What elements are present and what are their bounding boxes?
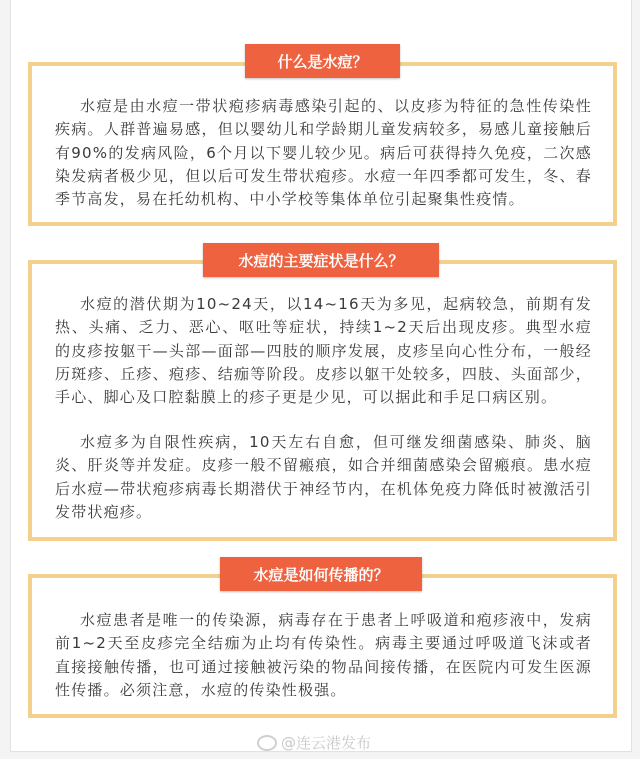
section-title-what-is: 什么是水痘？ bbox=[245, 44, 400, 78]
section-paragraph: 水痘是由水痘一带状疱疹病毒感染引起的、以皮疹为特征的急性传染性疾病。人群普遍易感，但以婴幼儿和学龄期儿童发病较多，易感儿童接触后有90%的发病风险，6个月以下婴儿较少见。病后可获得持久免疫，二次感染发病者极少见，但以后可发生带状疱疹。水痘一年四季都可发生，冬、春季节高发，易在托幼机构、中小学校等集体单位引起聚集性疫情。 bbox=[55, 97, 592, 209]
section-paragraph: 水痘患者是唯一的传染源，病毒存在于患者上呼吸道和疱疹液中，发病前1~2天至皮疹完全结痂为止均有传染性。病毒主要通过呼吸道飞沫或者直接接触传播，也可通过接触被污染的物品间接传播，在医院内可发生医源性传播。必须注意，水痘的传染性极强。 bbox=[55, 611, 592, 699]
watermark bbox=[257, 732, 371, 753]
weibo-logo-icon bbox=[257, 735, 277, 751]
section-title-symptoms: 水痘的主要症状是什么？ bbox=[203, 243, 439, 277]
section-paragraph: 水痘的潜伏期为10~24天，以14~16天为多见，起病较急，前期有发热、头痛、乏力、恶心、呕吐等症状，持续1~2天后出现皮疹。典型水痘的皮疹按躯干—头部—面部—四肢的顺序发展，皮疹呈向心性分布，一般经历斑疹、丘疹、疱疹、结痂等阶段。皮疹以躯干处较多，四肢、头面部少，手心、脚心及口腔黏膜上的疹子更是少见，可以据此和手足口病区别。 bbox=[55, 295, 592, 407]
section-paragraph: 水痘多为自限性疾病，10天左右自愈，但可继发细菌感染、肺炎、脑炎、肝炎等并发症。皮疹一般不留瘢痕，如合并细菌感染会留瘢痕。患水痘后水痘—带状疱疹病毒长期潜伏于神经节内，在机体免疫力降低时被激活引发带状疱疹。 bbox=[55, 433, 592, 521]
watermark-text: @连云港发布 bbox=[281, 734, 372, 752]
section-title-transmission: 水痘是如何传播的？ bbox=[220, 557, 422, 591]
